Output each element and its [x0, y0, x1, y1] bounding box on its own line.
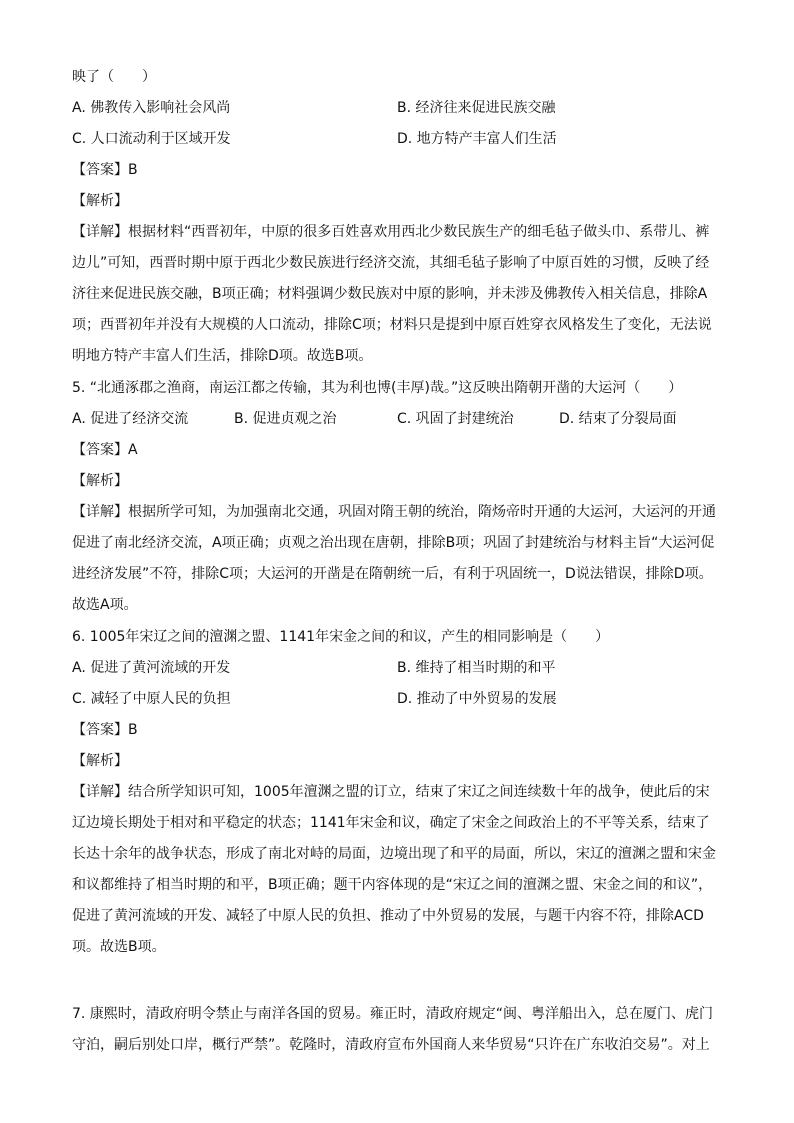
q5-option-a: A. 促进了经济交流	[72, 411, 189, 427]
q7-stem: 7. 康熙时，清政府明令禁止与南洋各国的贸易。雍正时，清政府规定“闽、粤洋船出入，总在厦门、虎门守泊，嗣后别处口岸，概行严禁”。乾隆时，清政府宣布外国商人来华贸易“只许在广东收泊交易”。对上	[72, 1006, 714, 1053]
q5-answer: 【答案】A	[72, 442, 138, 458]
q4-option-a: A. 佛教传入影响社会风尚	[72, 100, 231, 116]
q4-analysis-label: 【解析】	[72, 193, 128, 209]
q6-answer: 【答案】B	[72, 722, 138, 738]
q6-option-d: D. 推动了中外贸易的发展	[397, 691, 557, 707]
q6-analysis-label: 【解析】	[72, 753, 128, 769]
q6-option-c: C. 减轻了中原人民的负担	[72, 691, 231, 707]
q5-option-c: C. 巩固了封建统治	[397, 411, 514, 427]
q6-option-b: B. 维持了相当时期的和平	[397, 660, 556, 676]
q4-option-c: C. 人口流动利于区域开发	[72, 131, 231, 147]
q6-option-a: A. 促进了黄河流域的开发	[72, 660, 231, 676]
q5-option-d: D. 结束了分裂局面	[559, 411, 677, 427]
q5-detail: 【详解】根据所学可知，为加强南北交通，巩固对隋王朝的统治，隋炀帝时开通的大运河，大运河的开通促进了南北经济交流，A项正确；贞观之治出现在唐朝，排除B项；巩固了封建统治与材料主旨“大运河促进经济发展”不符，排除C项；大运河的开凿是在隋朝统一后，有利于巩固统一，D说法错误，排除D项。故选A项。	[72, 504, 716, 613]
q6-stem: 6. 1005年宋辽之间的澶渊之盟、1141年宋金之间的和议，产生的相同影响是（ ）	[72, 629, 610, 645]
q4-detail: 【详解】根据材料“西晋初年，中原的很多百姓喜欢用西北少数民族生产的细毛毡子做头巾、系带儿、裤边儿”可知，西晋时期中原于西北少数民族进行经济交流，其细毛毡子影响了中原百姓的习惯，反映了经济往来促进民族交融，B项正确；材料强调少数民族对中原的影响，并未涉及佛教传入相关信息，排除A项；西晋初年并没有大规模的人口流动，排除C项；材料只是提到中原百姓穿衣风格发生了变化，无法说明地方特产丰富人们生活，排除D项。故选B项。	[72, 224, 712, 364]
q6-detail: 【详解】结合所学知识可知，1005年澶渊之盟的订立，结束了宋辽之间连续数十年的战争，使此后的宋辽边境长期处于相对和平稳定的状态；1141年宋金和议，确定了宋金之间政治上的不平等关系，结束了长达十余年的战争状态，形成了南北对峙的局面，边境出现了和平的局面，所以，宋辽的澶渊之盟和宋金和议都维持了相当时期的和平，B项正确；题干内容体现的是“宋辽之间的澶渊之盟、宋金之间的和议”，促进了黄河流域的开发、减轻了中原人民的负担、推动了中外贸易的发展，与题干内容不符，排除ACD项。故选B项。	[72, 784, 716, 955]
q5-option-b: B. 促进贞观之治	[234, 411, 337, 427]
q5-stem: 5. “北通涿郡之渔商，南运江都之传输，其为利也博(丰厚)哉。”这反映出隋朝开凿的大运河（ ）	[72, 380, 683, 396]
q5-analysis-label: 【解析】	[72, 473, 128, 489]
q4-answer: 【答案】B	[72, 162, 138, 178]
q4-stem-tail: 映了（ ）	[72, 69, 156, 85]
q4-option-b: B. 经济往来促进民族交融	[397, 100, 556, 116]
q4-option-d: D. 地方特产丰富人们生活	[397, 131, 557, 147]
